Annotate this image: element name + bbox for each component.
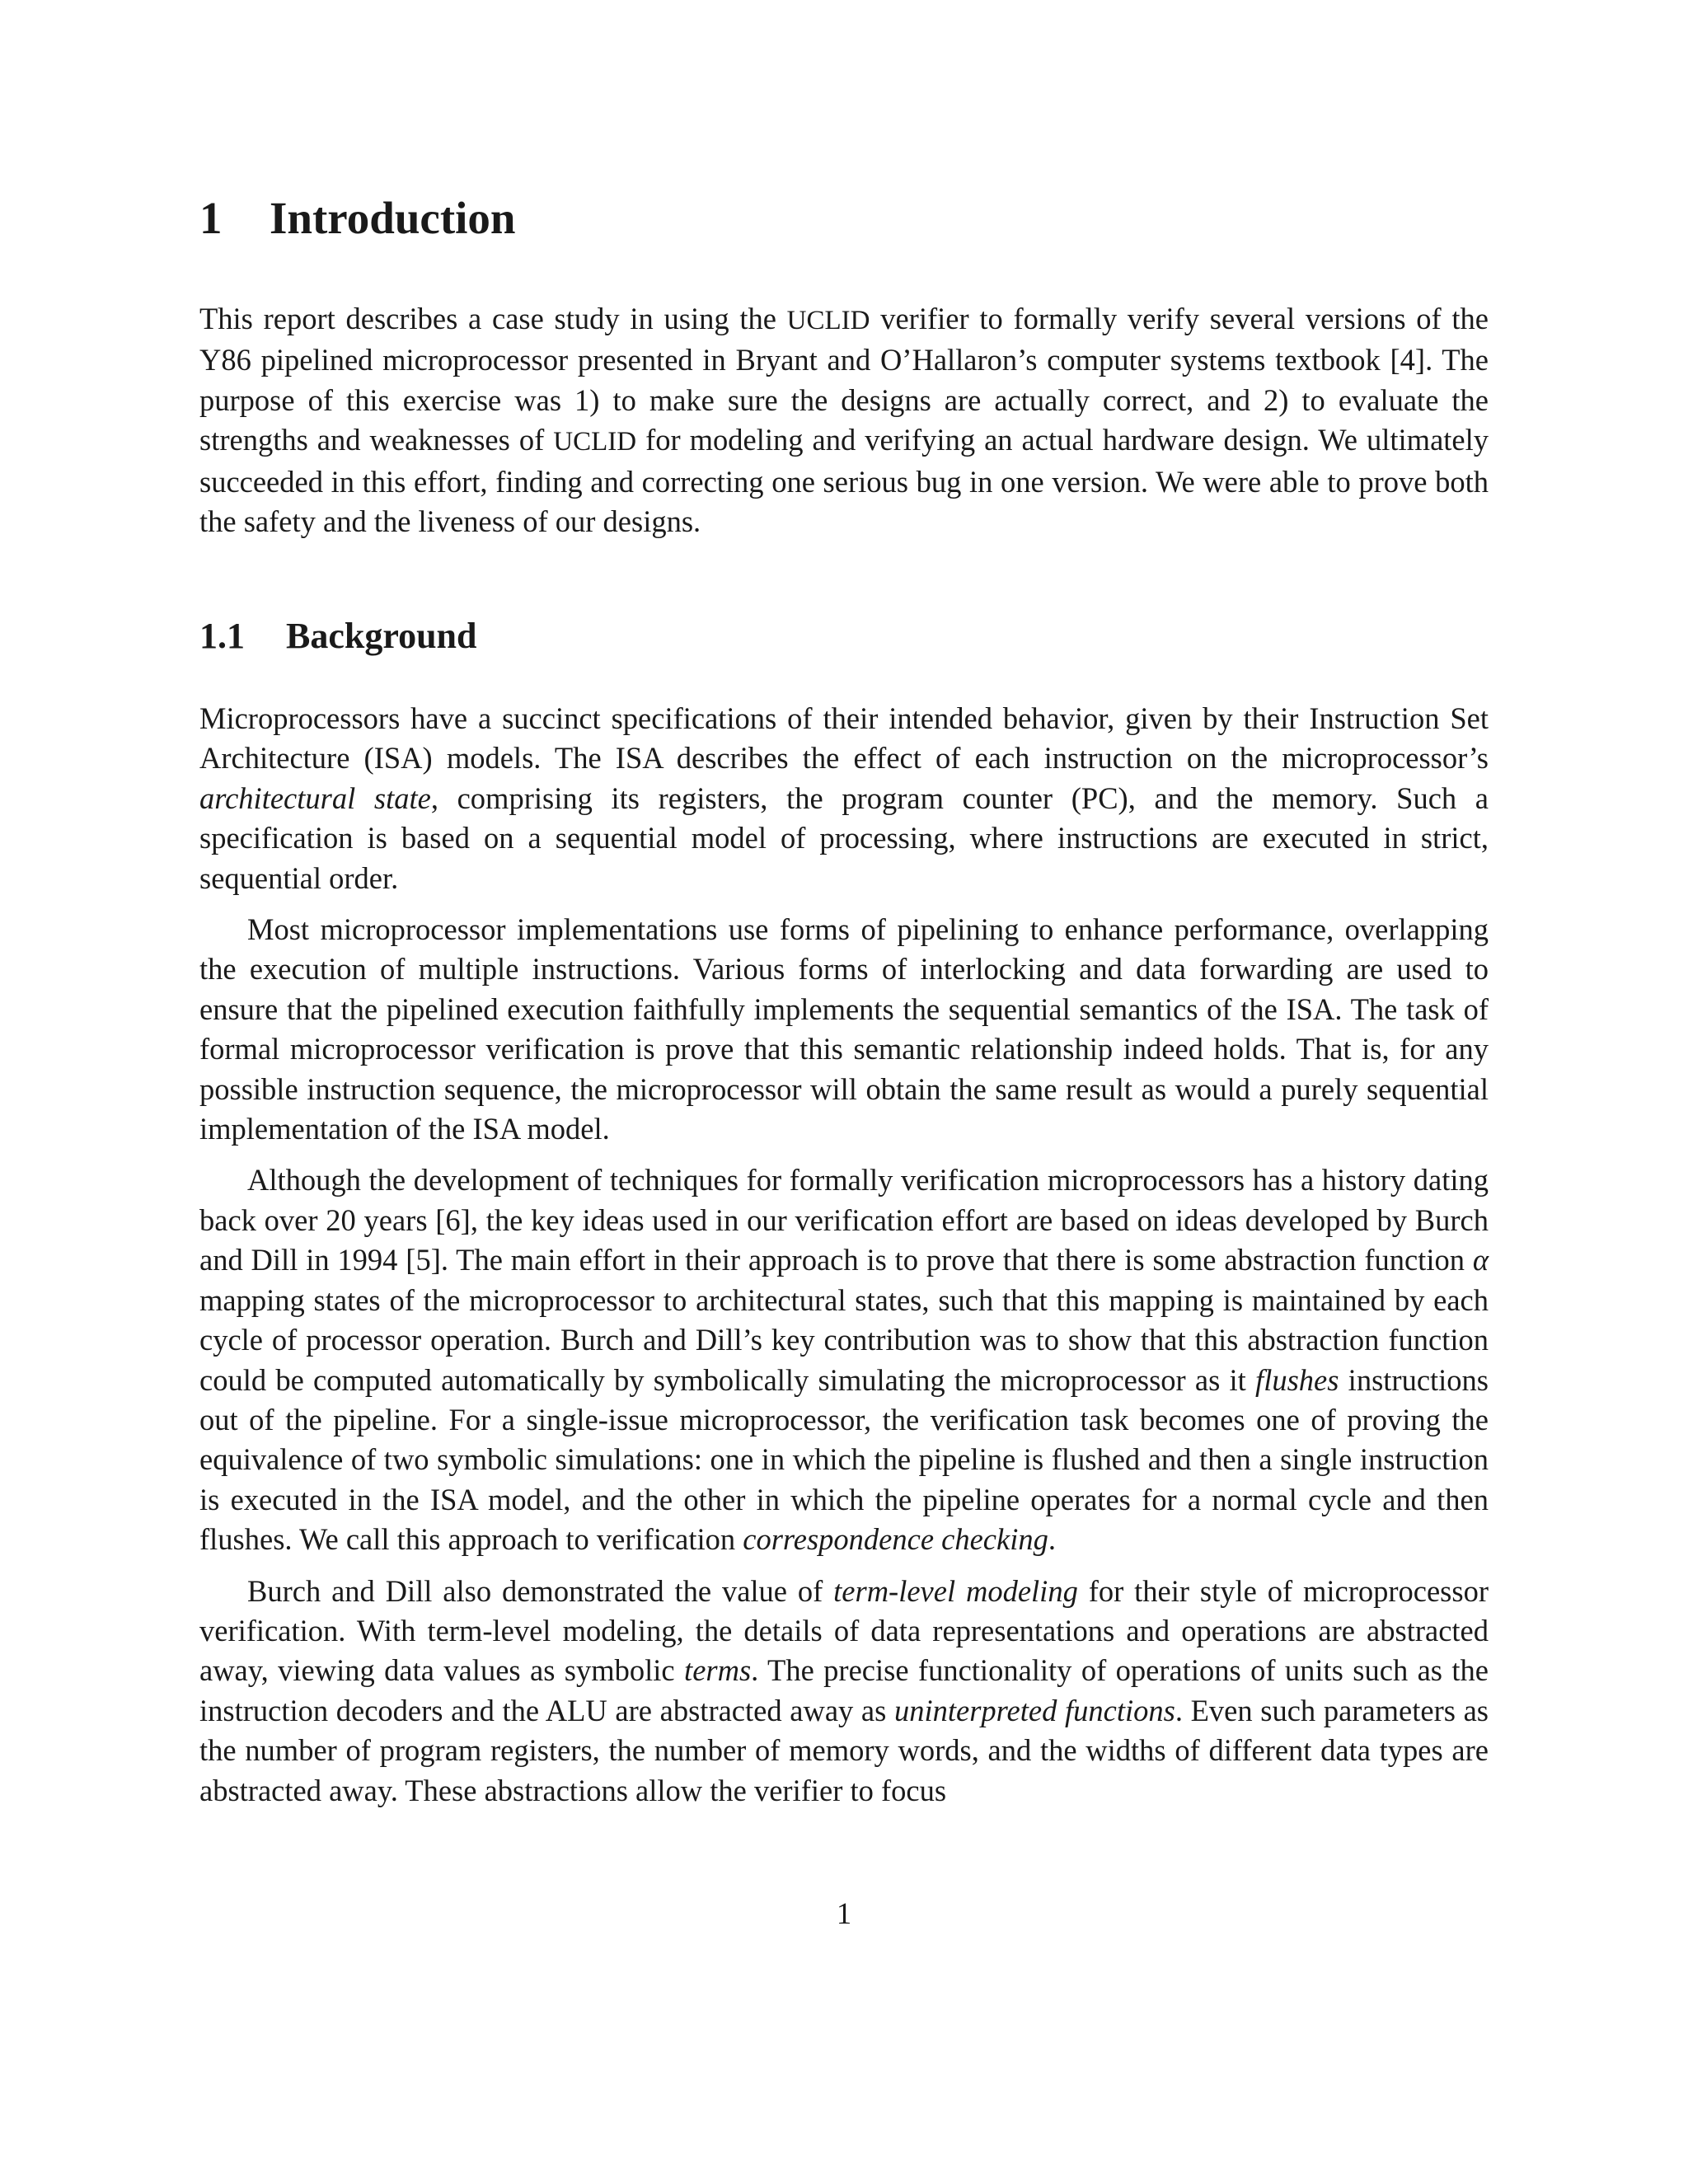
section-number: 1 bbox=[199, 193, 223, 243]
page-number: 1 bbox=[836, 1896, 852, 1930]
uclid-name: UCLID bbox=[786, 306, 870, 335]
subsection-heading bbox=[199, 615, 477, 658]
emphasis: uninterpreted functions bbox=[894, 1693, 1175, 1727]
background-block bbox=[199, 699, 1489, 1811]
emphasis: term-level modeling bbox=[833, 1573, 1078, 1608]
emphasis: correspondence checking bbox=[743, 1522, 1048, 1557]
background-paragraph-3: Although the development of techniques for formally verification microprocessors has a history dating back over 20 years [6], the key ideas used in our verification effort are based on ideas developed by Burch and Dill in 1994 [5]. The main effort in their approach is to prove that there is some abstraction function α mapping states of the microprocessor to architectural states, such that this mapping is maintained by each cycle of processor operation. Burch and Dill’s key contribution was to show that this abstraction function could be computed automatically by symbolically simulating the microprocessor as it flushes instructions out of the pipeline. For a single-issue microprocessor, the verification task becomes one of proving the equivalence of two symbolic simulations: one in which the pipeline is flushed and then a single instruction is executed in the ISA model, and the other in which the pipeline operates for a normal cycle and then flushes. We call this approach to verification correspondence checking. bbox=[199, 1163, 1489, 1557]
background-paragraph-4: Burch and Dill also demonstrated the value of term-level modeling for their style of microprocessor verification. With term-level modeling, the details of data representations and operations are abstracted away, viewing data values as symbolic terms. The precise functionality of operations of units such as the instruction decoders and the ALU are abstracted away as uninterpreted functions. Even such parameters as the number of program registers, the number of memory words, and the widths of different data types are abstracted away. These abstractions allow the verifier to focus bbox=[199, 1573, 1489, 1807]
uclid-name: UCLID bbox=[553, 427, 637, 457]
subsection-number: 1.1 bbox=[199, 616, 245, 656]
subsection-title: Background bbox=[286, 616, 477, 656]
section-title: Introduction bbox=[270, 193, 516, 243]
alpha-symbol: α bbox=[1472, 1243, 1489, 1277]
emphasis: terms bbox=[684, 1653, 752, 1688]
background-paragraph-1: Microprocessors have a succinct specifications of their intended behavior, given by their Instruction Set Architecture (ISA) models. The ISA describes the effect of each instruction on the microprocessor’s architectural state, comprising its registers, the program counter (PC), and the memory. Such a specification is based on a sequential model of processing, where instructions are executed in strict, sequential order. bbox=[199, 701, 1489, 895]
background-paragraph-2: Most microprocessor implementations use forms of pipelining to enhance performance, overlapping the execution of multiple instructions. Various forms of interlocking and data forwarding are used to ensure that the pipelined execution faithfully implements the sequential semantics of the ISA. The task of formal microprocessor verification is prove that this semantic relationship indeed holds. That is, for any possible instruction sequence, the microprocessor will obtain the same result as would a purely sequential implementation of the ISA model. bbox=[199, 912, 1489, 1146]
emphasis: architectural state bbox=[199, 780, 431, 815]
emphasis: flushes bbox=[1255, 1362, 1339, 1397]
section-heading bbox=[199, 191, 516, 246]
intro-paragraph: This report describes a case study in using the UCLID verifier to formally verify several versions of the Y86 pipelined microprocessor presented in Bryant and O’Hallaron’s computer systems textbook [4]. The purpose of this exercise was 1) to make sure the designs are actually correct, and 2) to evaluate the strengths and weaknesses of UCLID for modeling and verifying an actual hardware design. We ultimately succeeded in this effort, finding and correcting one serious bug in one version. We were able to prove both the safety and the liveness of our designs. bbox=[199, 302, 1489, 539]
intro-block bbox=[199, 299, 1489, 541]
